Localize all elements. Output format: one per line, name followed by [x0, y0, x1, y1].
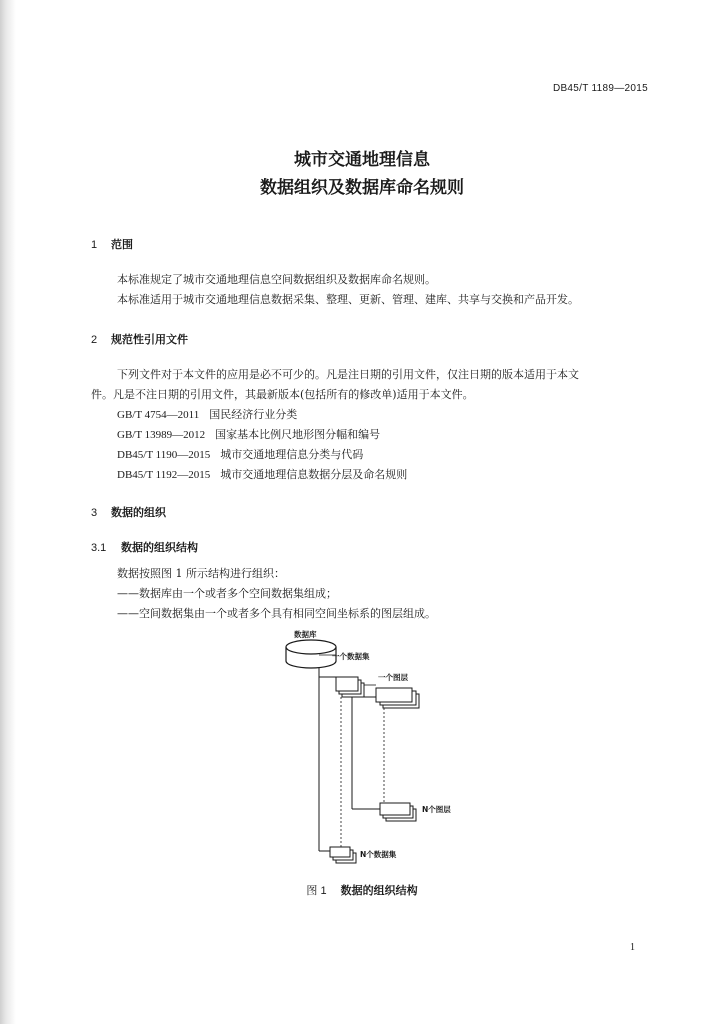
scope-paragraph-2: 本标准适用于城市交通地理信息数据采集、整理、更新、管理、建库、共享与交换和产品开发。 [117, 293, 579, 306]
figure-caption-text: 数据的组织结构 [340, 884, 418, 897]
reference-title: 城市交通地理信息分类与代码 [220, 448, 364, 461]
structure-line-1: 数据按照图 1 所示结构进行组织： [117, 567, 285, 580]
reference-code: GB/T 13989—2012 [117, 429, 206, 441]
standard-code: DB45/T 1189—2015 [552, 83, 648, 94]
dataset-stack-top [336, 677, 364, 697]
scope-paragraph-1: 本标准规定了城市交通地理信息空间数据组织及数据库命名规则。 [117, 273, 436, 286]
references-intro-line-2: 件。凡是不注日期的引用文件，其最新版本(包括所有的修改单)适用于本文件。 [91, 388, 474, 401]
figure-number: 图 1 [306, 885, 327, 897]
subsection-title: 数据的组织结构 [121, 541, 198, 554]
document-title-line-1: 城市交通地理信息 [294, 150, 430, 170]
subsection-heading-structure [91, 539, 198, 555]
section-heading-scope [91, 236, 133, 252]
structure-line-3: ——空间数据集由一个或者多个具有相同空间坐标系的图层组成。 [117, 607, 436, 620]
figure-organization-structure [280, 625, 460, 865]
layer-stack-bottom [380, 803, 416, 821]
reference-code: DB45/T 1192—2015 [117, 469, 211, 481]
reference-item [117, 426, 380, 442]
structure-line-2: ——数据库由一个或者多个空间数据集组成； [117, 587, 337, 600]
label-database: 数据库 [294, 630, 317, 639]
reference-item [117, 446, 363, 462]
document-title-line-2: 数据组织及数据库命名规则 [260, 178, 464, 198]
label-n-datasets: N个数据集 [360, 850, 397, 859]
label-one-layer: 一个图层 [378, 673, 408, 682]
section-title: 规范性引用文件 [111, 333, 188, 346]
dataset-stack-bottom [330, 847, 356, 863]
page-number: 1 [630, 942, 635, 953]
references-intro-line-1: 下列文件对于本文件的应用是必不可少的。凡是注日期的引用文件，仅注日期的版本适用于本文 [117, 368, 579, 381]
reference-item [117, 406, 297, 422]
section-heading-organization [91, 504, 166, 520]
reference-item [117, 466, 407, 482]
reference-title: 城市交通地理信息数据分层及命名规则 [220, 468, 408, 481]
figure-caption [0, 882, 724, 898]
section-number: 2 [91, 334, 98, 346]
label-one-dataset: 一个数据集 [332, 652, 370, 661]
subsection-number: 3.1 [91, 542, 107, 554]
section-title: 数据的组织 [111, 506, 166, 519]
section-title: 范围 [111, 238, 133, 251]
label-n-layers: N个图层 [422, 805, 451, 814]
reference-title: 国家基本比例尺地形图分幅和编号 [215, 428, 381, 441]
layer-stack-top [376, 688, 419, 708]
reference-code: DB45/T 1190—2015 [117, 449, 211, 461]
section-number: 1 [91, 239, 98, 251]
reference-code: GB/T 4754—2011 [117, 409, 200, 421]
section-heading-references [91, 331, 188, 347]
database-cylinder [286, 640, 336, 668]
reference-title: 国民经济行业分类 [209, 408, 298, 421]
section-number: 3 [91, 507, 98, 519]
